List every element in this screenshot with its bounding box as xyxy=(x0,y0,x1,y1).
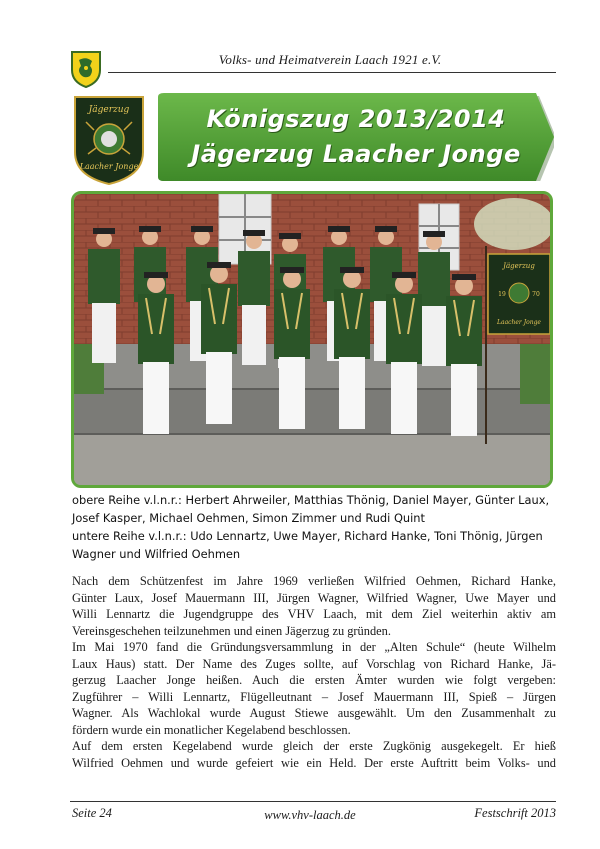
footer-divider xyxy=(70,801,556,802)
body-line: gerzug Laacher Jonge heißen. Auch die ersten Ämter wurden wie folgt vergeben: xyxy=(72,673,556,687)
emblem-bottom-text: Laacher Jonge xyxy=(79,162,139,171)
flag-year-right: 70 xyxy=(532,291,540,298)
body-line: Vereinsgeschehen teilzunehmen und einen Jägerzug zu gründen. xyxy=(72,623,391,638)
caption-line: obere Reihe v.l.n.r.: Herbert Ahrweiler, Matthias Thönig, Daniel Mayer, Günter Laux, xyxy=(72,493,550,507)
body-line: Willi Lennartz die Jugendgruppe des VHV Laach, mit dem Ziel weiterhin aktiv am xyxy=(72,607,556,621)
caption-line: untere Reihe v.l.n.r.: Udo Lennartz, Uwe Mayer, Richard Hanke, Toni Thönig, Jürgen xyxy=(72,529,543,543)
title-banner xyxy=(158,93,554,181)
header-divider xyxy=(108,72,556,73)
body-line: Nach dem Schützenfest im Jahre 1969 verließen Wilfried Oehmen, Richard Hanke, xyxy=(72,574,556,588)
group-photo xyxy=(71,191,553,488)
flag-top-text: Jägerzug xyxy=(503,262,535,270)
body-line: Zugführer – Willi Lennartz, Flügelleutnant – Josef Mauermann III, Spieß – Jürgen xyxy=(72,689,556,704)
body-line: fördern wurde ein monatlicher Kegelabend beschlossen. xyxy=(72,722,351,737)
banner-title-line-2: Jägerzug Laacher Jonge xyxy=(191,140,521,168)
article-body xyxy=(72,573,556,771)
body-line: Laux Haus) statt. Der Name des Zuges sollte, auf Vorschlag von Richard Hanke, Jä- xyxy=(72,656,556,671)
caption-line: Wagner und Wilfried Oehmen xyxy=(72,547,241,561)
banner-title-line-1: Königszug 2013/2014 xyxy=(206,105,506,133)
body-line: Wilfried Oehmen und wurde gefeiert wie ein Held. Der erste Auftritt beim Volks- und xyxy=(72,755,556,770)
club-emblem xyxy=(72,94,146,186)
body-line: Im Mai 1970 fand die Gründungsversammlung in der „Alten Schule“ (heute Wilhelm xyxy=(72,640,556,654)
body-line: Günter Laux, Josef Mauermann III, Jürgen Wagner, Wilfried Wagner, Uwe Mayer und xyxy=(72,590,556,605)
emblem-top-text: Jägerzug xyxy=(88,105,130,115)
header-title: Volks- und Heimatverein Laach 1921 e.V. xyxy=(218,52,442,67)
flag-bottom-text: Laacher Jonge xyxy=(497,319,541,326)
publication-name: Festschrift 2013 xyxy=(474,806,556,820)
website-url: www.vhv-laach.de xyxy=(264,808,356,822)
photo-caption xyxy=(72,491,556,563)
flag-year-left: 19 xyxy=(498,291,506,298)
caption-line: Josef Kasper, Michael Oehmen, Simon Zimmer und Rudi Quint xyxy=(72,511,425,525)
body-line: Auf dem ersten Kegelabend wurde gleich der erste Zugkönig ausgekegelt. Er hieß xyxy=(72,739,556,753)
org-coat-of-arms xyxy=(70,50,102,88)
body-line: Wagner. Als Wachlokal wurde August Stiewe ausgewählt. Um den Zusammenhalt zu xyxy=(72,706,556,720)
page-number: Seite 24 xyxy=(72,806,112,820)
